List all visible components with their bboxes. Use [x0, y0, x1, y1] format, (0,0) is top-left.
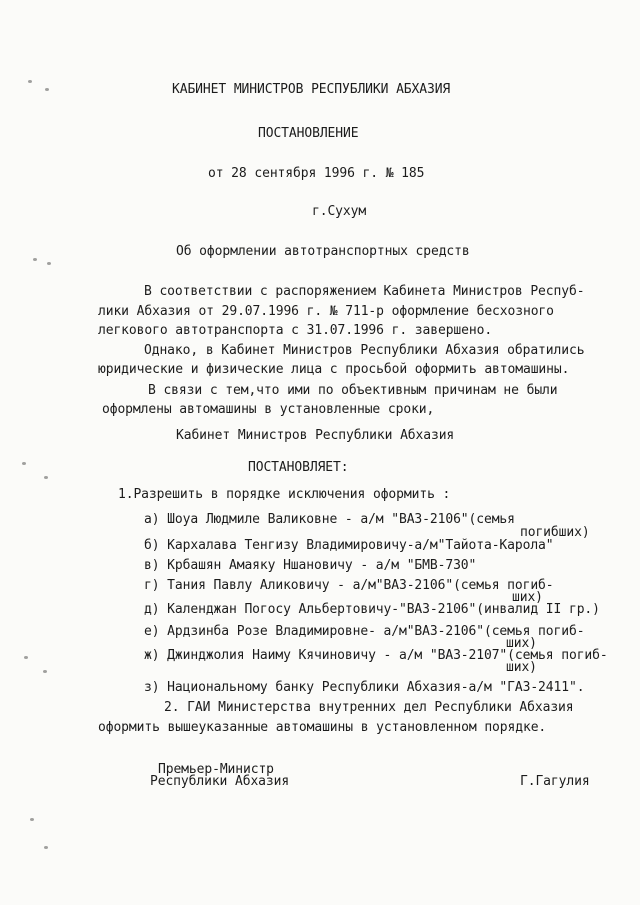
paragraph-3-line-1: В связи с тем,что ими по объективным причинам не были — [148, 383, 558, 398]
paragraph-2-line-1: Однако, в Кабинет Министров Республики Абхазия обратились — [144, 343, 585, 358]
organization-heading: КАБИНЕТ МИНИСТРОВ РЕСПУБЛИКИ АБХАЗИЯ — [172, 82, 451, 97]
scan-speck — [28, 80, 32, 83]
issuing-authority: Кабинет Министров Республики Абхазия — [176, 428, 455, 443]
list-item: ж) Джинджолия Наиму Кячиновичу - а/м "ВАЗ-2107"(семья погиб- — [144, 648, 608, 663]
scan-speck — [45, 88, 49, 91]
scan-speck — [43, 670, 47, 673]
document-type: ПОСТАНОВЛЕНИЕ — [258, 126, 359, 141]
scan-speck — [33, 258, 37, 261]
paragraph-2-line-2: юридические и физические лица с просьбой оформить автомашины. — [98, 362, 570, 377]
paragraph-1-line-3: легкового автотранспорта с 31.07.1996 г. завершено. — [98, 323, 493, 338]
signatory-title-line-1: Премьер-Министр — [158, 762, 274, 777]
scan-speck — [30, 818, 34, 821]
list-item: в) Крбашян Амаяку Ншановичу - а/м "БМВ-730" — [144, 558, 477, 573]
list-item: г) Тания Павлу Аликовичу - а/м"ВАЗ-2106"(семья погиб- — [144, 578, 554, 593]
scan-speck — [44, 476, 48, 479]
item-2-line-2: оформить вышеуказанные автомашины в установленном порядке. — [98, 720, 547, 735]
signatory-name: Г.Гагулия — [520, 774, 590, 789]
signatory-title-line-2: Республики Абхазия — [150, 774, 290, 789]
scan-speck — [22, 462, 26, 465]
list-item-continuation: ших) — [506, 636, 537, 651]
list-item: д) Календжан Погосу Альбертовичу-"ВАЗ-2106"(инвалид II гр.) — [144, 602, 600, 617]
list-item: з) Национальному банку Республики Абхазия-а/м "ГАЗ-2411". — [144, 680, 585, 695]
scan-speck — [44, 846, 48, 849]
city: г.Сухум — [312, 204, 367, 219]
item-2-line-1: 2. ГАИ Министерства внутренних дел Республики Абхазия — [164, 700, 574, 715]
scan-speck — [47, 262, 51, 265]
list-item-continuation: погибших) — [520, 525, 590, 540]
paragraph-1-line-1: В соответствии с распоряжением Кабинета Министров Респуб- — [144, 284, 585, 299]
decides-heading: ПОСТАНОВЛЯЕТ: — [248, 460, 349, 475]
date-number: от 28 сентября 1996 г. № 185 — [208, 166, 425, 181]
list-item-continuation: ших) — [506, 660, 537, 675]
scan-speck — [24, 656, 28, 659]
subject-title: Об оформлении автотранспортных средств — [176, 244, 470, 259]
paragraph-3-line-2: оформлены автомашины в установленные сроки, — [102, 402, 435, 417]
list-item: а) Шоуа Людмиле Валиковне - а/м "ВАЗ-2106"(семья — [144, 512, 515, 527]
list-item: е) Ардзинба Розе Владимировне- а/м"ВАЗ-2106"(семья погиб- — [144, 624, 585, 639]
list-item: б) Кархалава Тенгизу Владимировичу-а/м"Тайота-Карола" — [144, 538, 554, 553]
item-1-intro: 1.Разрешить в порядке исключения оформить : — [118, 487, 451, 502]
list-item-continuation: ших) — [512, 590, 543, 605]
paragraph-1-line-2: лики Абхазия от 29.07.1996 г. № 711-р оформление бесхозного — [98, 304, 554, 319]
